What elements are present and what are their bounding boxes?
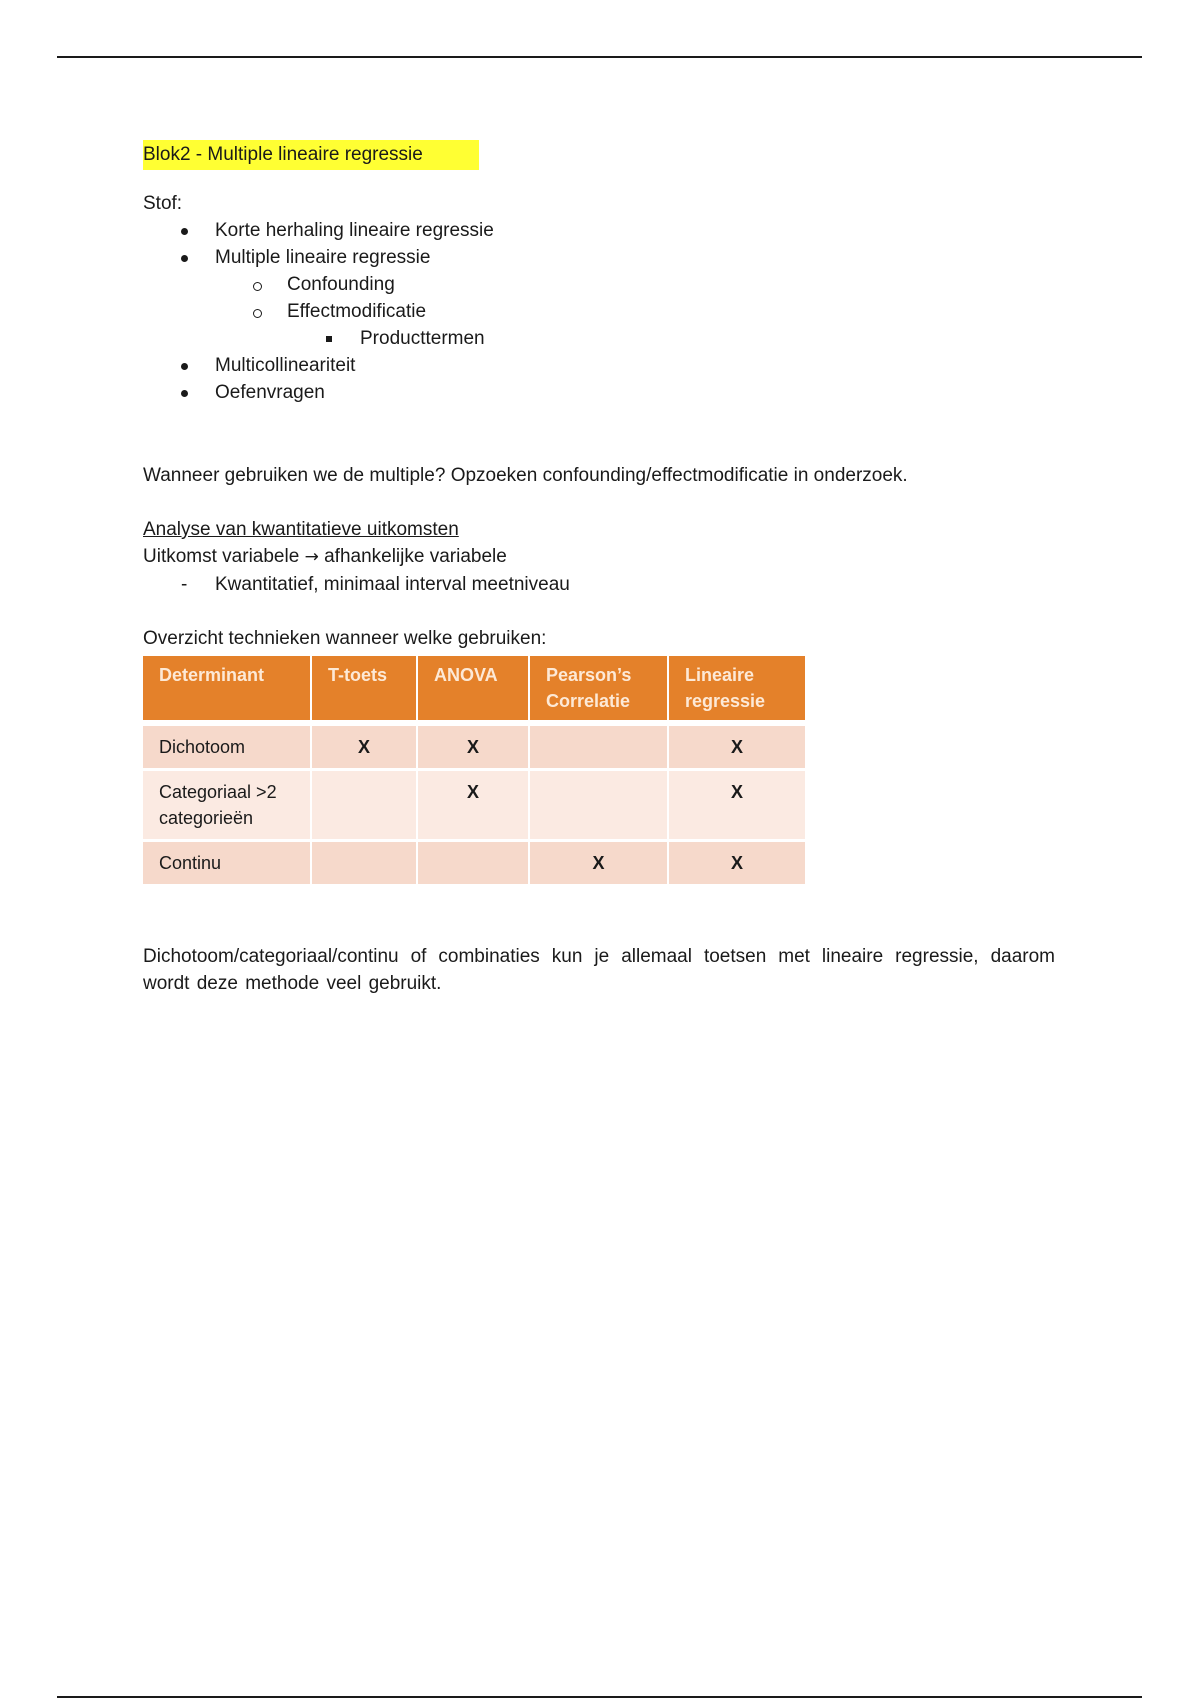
table-header-row bbox=[143, 656, 805, 726]
bullet-icon bbox=[181, 228, 188, 235]
table-cell: X bbox=[669, 726, 805, 771]
dash-list bbox=[143, 571, 1055, 598]
outcome-line: Uitkomst variabele → afhankelijke variabele bbox=[143, 546, 507, 567]
table-cell: X bbox=[530, 842, 667, 887]
table-cell: X bbox=[418, 771, 528, 842]
list-item: Confounding bbox=[143, 271, 1055, 298]
table-cell: X bbox=[418, 726, 528, 771]
list-item: Multicollineariteit bbox=[143, 352, 1055, 379]
document-title: Blok2 - Multiple lineaire regressie bbox=[143, 140, 479, 170]
list-item: Oefenvragen bbox=[143, 379, 1055, 406]
stof-list-continued bbox=[143, 352, 1055, 406]
list-item: - Kwantitatief, minimaal interval meetniveau bbox=[143, 571, 1055, 598]
circle-bullet-icon bbox=[253, 282, 262, 291]
conclusion-paragraph: Dichotoom/categoriaal/continu of combinaties kun je allemaal toetsen met lineaire regressie, daarom wordt deze methode veel gebruikt. bbox=[143, 946, 1055, 994]
table-cell bbox=[530, 726, 667, 771]
table-cell: Continu bbox=[143, 842, 310, 887]
list-item: Effectmodificatie bbox=[143, 298, 1055, 325]
table-row bbox=[143, 771, 805, 842]
table-cell bbox=[530, 771, 667, 842]
circle-bullet-icon bbox=[253, 309, 262, 318]
table-row bbox=[143, 842, 805, 887]
overview-label: Overzicht technieken wanneer welke gebruiken: bbox=[143, 628, 547, 649]
table-cell: Dichotoom bbox=[143, 726, 310, 771]
table-header-cell: Lineaire regressie bbox=[669, 656, 805, 726]
header-rule bbox=[57, 56, 1142, 58]
arrow-right-icon: → bbox=[304, 547, 319, 567]
table-cell bbox=[418, 842, 528, 887]
square-bullet-icon bbox=[326, 336, 332, 342]
stof-sublist bbox=[143, 271, 1055, 325]
footer-rule bbox=[57, 1696, 1142, 1698]
dash-bullet-icon: - bbox=[181, 574, 188, 595]
techniques-table bbox=[141, 656, 807, 887]
bullet-icon bbox=[181, 255, 188, 262]
list-item: Producttermen bbox=[143, 325, 1055, 352]
bullet-icon bbox=[181, 363, 188, 370]
table-cell: Categoriaal >2 categorieën bbox=[143, 771, 310, 842]
table-cell: X bbox=[312, 726, 416, 771]
table-cell: X bbox=[669, 771, 805, 842]
section-heading: Analyse van kwantitatieve uitkomsten bbox=[143, 519, 459, 540]
table-header-cell: T-toets bbox=[312, 656, 416, 726]
list-item: Korte herhaling lineaire regressie bbox=[143, 217, 1055, 244]
table-cell bbox=[312, 842, 416, 887]
bullet-icon bbox=[181, 390, 188, 397]
table-header-cell: Pearson’s Correlatie bbox=[530, 656, 667, 726]
table-row bbox=[143, 726, 805, 771]
stof-label: Stof: bbox=[143, 193, 183, 214]
list-item: Multiple lineaire regressie bbox=[143, 244, 1055, 271]
stof-list bbox=[143, 217, 1055, 271]
stof-subsublist bbox=[143, 325, 1055, 352]
document-body bbox=[143, 140, 1055, 997]
question-paragraph: Wanneer gebruiken we de multiple? Opzoeken confounding/effectmodificatie in onderzoek. bbox=[143, 465, 908, 486]
table-header-cell: ANOVA bbox=[418, 656, 528, 726]
table-header-cell: Determinant bbox=[143, 656, 310, 726]
table-cell: X bbox=[669, 842, 805, 887]
table-cell bbox=[312, 771, 416, 842]
